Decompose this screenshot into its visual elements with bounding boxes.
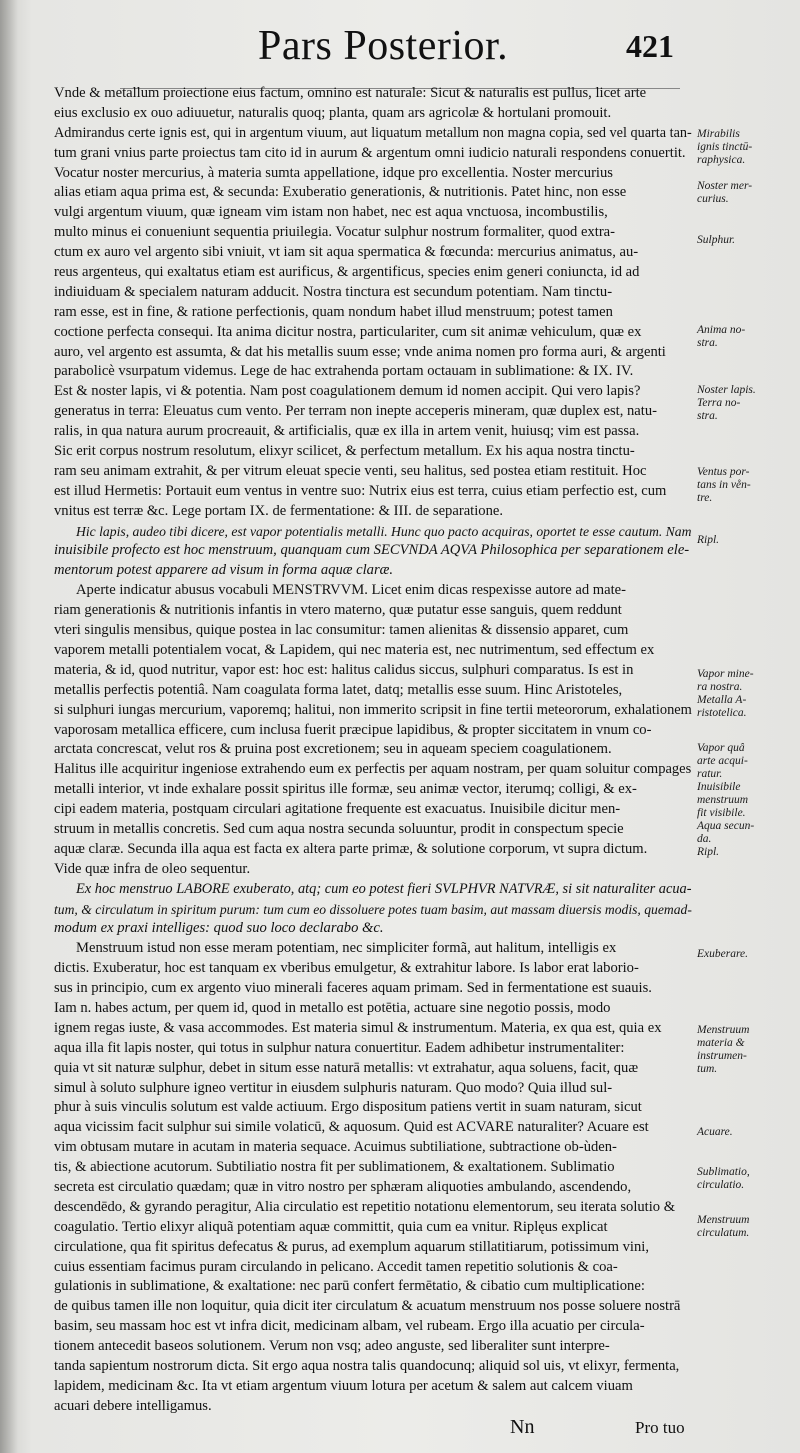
text-line: vulgi argentum viuum, quæ igneam vim istam non habet, nec est aqua vnctuosa, incombustilis, — [54, 204, 608, 221]
text-line: reus argenteus, qui exaltatus etiam est aurificus, & argentificus, species enim generi coniuncta, id ad — [54, 264, 640, 281]
signature-mark: Nn — [510, 1416, 535, 1438]
margin-note-line: tre. — [697, 492, 713, 504]
text-line: ram seu animam extrahit, & per vitrum eleuat specie venti, seu halitus, sed postea etiam restituit. Hoc — [54, 462, 647, 479]
catchword: Pro tuo — [635, 1418, 685, 1437]
text-line: riam generationis & nutritionis infantis in vtero materno, quæ putatur esse sanguis, quem reddunt — [54, 602, 622, 619]
text-line: generatus in terra: Eleuatus cum vento. Per terram non inepte acceperis mineram, quæ duplex est, natu- — [54, 403, 657, 420]
margin-note — [697, 668, 797, 720]
text-line: Sic erit corpus nostrum resolutum, elixyr scilicet, & perfectum metallum. Ex his aqua nostra tinctu- — [54, 443, 635, 460]
text-line: auro, vel argento est assumta, & dat his metallis suum esse; vnde anima nomen pro forma auri, & argenti — [54, 343, 666, 360]
margin-note-line: Acuare. — [697, 1126, 733, 1138]
text-line: coctione perfecta consequi. Ita anima dicitur nostra, particulariter, cum sit animæ vehiculum, quæ ex — [54, 323, 642, 340]
margin-note-line: menstruum — [697, 794, 749, 806]
text-line: Vocatur noster mercurius, à materia sumta appellatione, idque pro excellentia. Noster mercurius — [54, 164, 613, 181]
margin-note — [697, 180, 797, 206]
text-line: Vnde & metallum proiectione eius factum, omnino est naturale: Sicut & naturalis est pullus, licet arte — [54, 85, 647, 101]
text-line: alias etiam aqua prima est, & secunda: Exuberatio generationis, & nutritionis. Patet hinc, non esse — [54, 184, 627, 201]
text-line: secreta est circulatio quædam; quæ in vitro nostro per sphæram aliquoties ambulando, ascendendo, — [54, 1178, 632, 1195]
text-line: Hic lapis, audeo tibi dicere, est vapor potentialis metalli. Hunc quo pacto acquiras, oportet te esse cautum. Nam — [76, 523, 692, 539]
text-line: cipi eadem materia, postquam circulari agitatione frequente est exacuatus. Inuisibile dicitur men- — [54, 801, 621, 818]
paragraph — [54, 84, 692, 522]
margin-note — [697, 1024, 797, 1076]
margin-note-line: Inuisibile — [697, 781, 741, 793]
text-line: vteri singulis mensibus, quique postea in lac consumitur: tamen alienitas & dissensio apparet, cum — [54, 622, 629, 639]
text-line: materia, & id, quod nutritur, vapor est: hoc est: halitus calidus siccus, sulphuri comparatus. Is est in — [54, 661, 634, 678]
margin-note-line: Metalla A- — [697, 694, 747, 706]
margin-note-line: Ventus por- — [697, 466, 750, 478]
margin-note — [697, 324, 797, 350]
margin-note-line: Mirabilis — [697, 128, 740, 140]
text-line: ctum ex auro vel argento sibi vniuit, vt iam sit aqua spermatica & fœcunda: mercurius animatus, au- — [54, 244, 639, 261]
text-line: tum grani vnius parte proiectus tam cito id in aurum & argentum omni iudicio naturali respondens conuertit. — [54, 144, 686, 161]
text-line: est illud Hermetis: Portauit eum ventus in ventre suo: Nutrix eius est terra, cuius etiam perfectio est, cum — [54, 482, 667, 499]
margin-note-line: ignis tinctū- — [697, 141, 753, 153]
text-line: Admirandus certe ignis est, qui in argentum viuum, aut liquatum metallum non magna copia, sed vel quarta tan- — [54, 124, 692, 141]
text-line: Est & noster lapis, vi & potentia. Nam post coagulationem demum id nomen accipit. Qui vero lapis? — [54, 383, 641, 400]
text-line: metallis perfectis potentiâ. Nam coagulata forma latet, datq; metallis esse suum. Hinc Aristoteles, — [54, 681, 623, 698]
text-line: de quibus tamen ille non loquitur, quia dicit iter circulatum & acuatum menstruum nos posse soluere nostrā — [54, 1298, 681, 1315]
margin-note-line: fit visibile. — [697, 807, 746, 819]
text-line: basim, seu massam hoc est vt infra dicit, medicinam albam, vel rubeam. Ergo illa acuatio per circula- — [54, 1318, 645, 1335]
margin-note — [697, 534, 797, 547]
text-line: si sulphuri iungas mercurium, vaporemq; halitui, non immerito scripsit in fine tertii meteororum, exhalationem — [54, 701, 692, 718]
text-line: quia vt sit naturæ sulphur, debet in situm esse naturā metallis: vt extrahatur, aqua soluens, facit, quæ — [54, 1059, 639, 1076]
text-line: phur à suis vinculis solutum est valde actiuum. Ergo dispositum patiens vertit in suam naturam, sicut — [54, 1099, 642, 1116]
margin-note-line: circulatio. — [697, 1179, 745, 1191]
text-line: Menstruum istud non esse meram potentiam, nec simpliciter formã, aut halitum, intelligis ex — [76, 940, 617, 957]
text-line: lapidem, medicinam &c. Ita vt etiam argentum viuum lotura per acetum & salem aut calcem viuam — [54, 1377, 633, 1394]
margin-note — [697, 1214, 797, 1240]
text-line: dictis. Exuberatur, hoc est tanquam ex vberibus emulgetur, & extrahitur labore. Is labor erat laborio- — [54, 960, 639, 977]
running-head: Pars Posterior. — [258, 23, 509, 69]
margin-note-line: instrumen- — [697, 1050, 747, 1062]
paragraph — [54, 939, 692, 1416]
text-line: ralis, in qua natura aurum procreauit, & artificialis, quæ ex illa in artem venit, huiusq; vim est passa. — [54, 423, 640, 440]
text-line: acuari debere intelligamus. — [54, 1397, 212, 1414]
text-line: eius exclusio ex ouo adiuuetur, naturalis quoq; planta, quam ars agricolæ & hortulani promouit. — [54, 104, 612, 121]
text-line: Aperte indicatur abusus vocabuli MENSTRVVM. Licet enim dicas respexisse autore ad mate- — [76, 582, 626, 599]
margin-note-line: ristotelica. — [697, 707, 747, 719]
paragraph — [54, 880, 692, 940]
text-line: Halitus ille acquiritur ingeniose extrahendo eum ex perfectis per aquam nostram, per quam soluitur compages — [54, 761, 692, 778]
margin-note-line: Exuberare. — [697, 948, 748, 960]
text-line: sus in principio, cum ex argento viuo minerali faceres aquam primam. Sed in fermentatione est suauis. — [54, 980, 652, 997]
margin-note-line: Sulphur. — [697, 234, 736, 246]
paragraph — [54, 522, 692, 582]
margin-note — [697, 948, 797, 961]
gutter-shadow — [0, 0, 18, 1453]
margin-note-line: ra nostra. — [697, 681, 743, 693]
margin-note-line: arte acqui- — [697, 755, 748, 767]
text-line: tis, & abiectione acutorum. Subtiliatio nostra fit per sublimationem, & exaltationem. Sublimatio — [54, 1159, 615, 1176]
text-line: simul à soluto sulphure igneo vertitur in eiusdem sulphuris naturam. Quo modo? Quia illud sul- — [54, 1079, 613, 1096]
margin-note-line: tans in ve̊n- — [697, 479, 751, 491]
text-line: circulatione, qua fit spiritus defecatus & purus, ad exemplum aquarum stillatitiarum, potissimum vini, — [54, 1238, 649, 1255]
margin-notes — [697, 0, 797, 1453]
margin-note-line: stra. — [697, 410, 718, 422]
text-line: tionem antecedit baseos solutionem. Verum non vsq; adeo anguste, sed liberaliter sunt interpre- — [54, 1338, 610, 1355]
text-line: ignem regas iuste, & vasa accommodes. Est materia simul & instrumentum. Materia, ex qua est, quia ex — [54, 1019, 662, 1036]
text-line: vnitus est terræ &c. Lege portam IX. de fermentatione: & III. de separatione. — [54, 502, 504, 519]
text-line: aqua vicissim facit sulphur sui simile volaticū, & aquosum. Quid est ACVARE naturaliter? Acuare est — [54, 1119, 649, 1136]
margin-note-line: da. — [697, 833, 712, 845]
margin-note — [697, 234, 797, 247]
text-line: vaporem metalli potentialem vocat, & Lapidem, qui nec materia est, nec nutrimentum, sed effectum ex — [54, 641, 655, 658]
text-line: gulationis in sublimatione, & exaltatione: nec parū confert fermētatio, & cibatio cum multiplicatione: — [54, 1278, 645, 1295]
margin-note — [697, 742, 797, 859]
margin-note-line: stra. — [697, 337, 718, 349]
text-line: mentorum potest apparere ad visum in forma aquæ claræ. — [54, 562, 394, 579]
margin-note-line: tum. — [697, 1063, 718, 1075]
text-line: aqua illa fit lapis noster, qui totus in sulphur natura conuertitur. Eadem adhibetur instrumentaliter: — [54, 1039, 625, 1056]
margin-note — [697, 1126, 797, 1139]
margin-note-line: Sublimatio, — [697, 1166, 750, 1178]
page-header — [0, 16, 800, 76]
margin-note-line: ratur. — [697, 768, 723, 780]
text-line: descendēdo, & gyrando peragitur, Alia circulatio est repetitio notationu elementorum, seu iterata solutio & — [54, 1198, 676, 1215]
paragraph — [54, 581, 692, 879]
margin-note-line: Aqua secun- — [697, 820, 755, 832]
margin-note — [697, 1166, 797, 1192]
margin-note-line: Menstruum — [697, 1024, 750, 1036]
body-text — [54, 84, 692, 1417]
margin-note-line: materia & — [697, 1037, 745, 1049]
margin-note-line: Vapor mine- — [697, 668, 754, 680]
text-line: Iam n. habes actum, per quem id, quod in metallo est potētia, actuare sine negotio possis, modo — [54, 999, 611, 1016]
page-footer — [0, 1412, 800, 1446]
text-line: tum, & circulatum in spiritum purum: tum cum eo dissoluere potes tuam basim, aut massam diuersis modis, quemad- — [54, 901, 692, 917]
text-line: indiuiduam & specialem naturam adducit. Nostra tinctura est secundum potentiam. Nam tinctu- — [54, 283, 613, 300]
text-line: struum in metallis concretis. Sed cum aqua nostra secunda soluuntur, prodit in conspectum specie — [54, 820, 624, 837]
text-line: Ex hoc menstruo LABORE exuberato, atq; cum eo potest fieri SVLPHVR NATVRÆ, si sit naturaliter acua- — [76, 880, 692, 897]
text-line: modum ex praxi intelliges: quod suo loco declarabo &c. — [54, 920, 384, 937]
text-line: metalli interior, vt inde exhalare possit spiritus ille formæ, seu animæ vector, iterumq; colligi, & ex- — [54, 781, 637, 798]
margin-note-line: Ripl. — [697, 846, 720, 858]
margin-note-line: raphysica. — [697, 154, 746, 166]
margin-note-line: Menstruum — [697, 1214, 750, 1226]
margin-note-line: Noster lapis. — [697, 384, 756, 396]
margin-note-line: Noster mer- — [697, 180, 753, 192]
text-line: ram esse, est in fine, & ratione perfectionis, quam nondum habet illud menstruum; potest tamen — [54, 303, 613, 320]
text-line: coagulatio. Tertio elixyr aliquã potentiam aquæ committit, quia cum ea vnitur. Riplęus explicat — [54, 1218, 608, 1235]
text-line: multo minus ei conueniunt sequentia priuilegia. Vocatur sulphur nostrum formaliter, quod extra- — [54, 224, 616, 241]
margin-note — [697, 128, 797, 167]
text-line: cuius essentiam facimus puram circulando in pelicano. Accedit tamen repetitio solutionis & coa- — [54, 1258, 618, 1275]
text-line: Vide quæ infra de oleo sequentur. — [54, 860, 251, 877]
page-number: 421 — [626, 28, 674, 64]
margin-note-line: Terra no- — [697, 397, 741, 409]
margin-note-line: Vapor quâ — [697, 742, 745, 754]
margin-note-line: Ripl. — [697, 534, 720, 546]
margin-note-line: Anima no- — [697, 324, 746, 336]
margin-note — [697, 384, 797, 423]
text-line: vaporosam metallica efficere, cum inclusa fuerit præcipue lapidibus, & propter siccitatem in vnum co- — [54, 721, 652, 738]
text-line: aquæ claræ. Secunda illa aqua est facta ex altera parte primæ, & solutione corporum, vt supra dictum. — [54, 840, 648, 857]
margin-note-line: curius. — [697, 193, 729, 205]
text-line: parabolicè vsurpatum videmus. Lege de hac extrahenda portam octauam in sublimatione: & IX. IV. — [54, 363, 634, 380]
margin-note-line: circulatum. — [697, 1227, 750, 1239]
text-line: arctata concrescat, velut ros & pruina post excretionem; seu in aqueam speciem coagulationem. — [54, 741, 612, 758]
text-line: vim obtusam mutare in acutam in materia sequace. Acuimus subtiliatione, subtractione ob-ùden- — [54, 1139, 617, 1156]
text-line: tanda sapientum nostrorum dicta. Sit ergo aqua nostra talis quandocunq; aliquid sol uis, vt elixyr, fermenta, — [54, 1358, 680, 1374]
text-line: inuisibile profecto est hoc menstruum, quanquam cum SECVNDA AQVA Philosophica per separationem ele- — [54, 542, 690, 559]
margin-note — [697, 466, 797, 505]
